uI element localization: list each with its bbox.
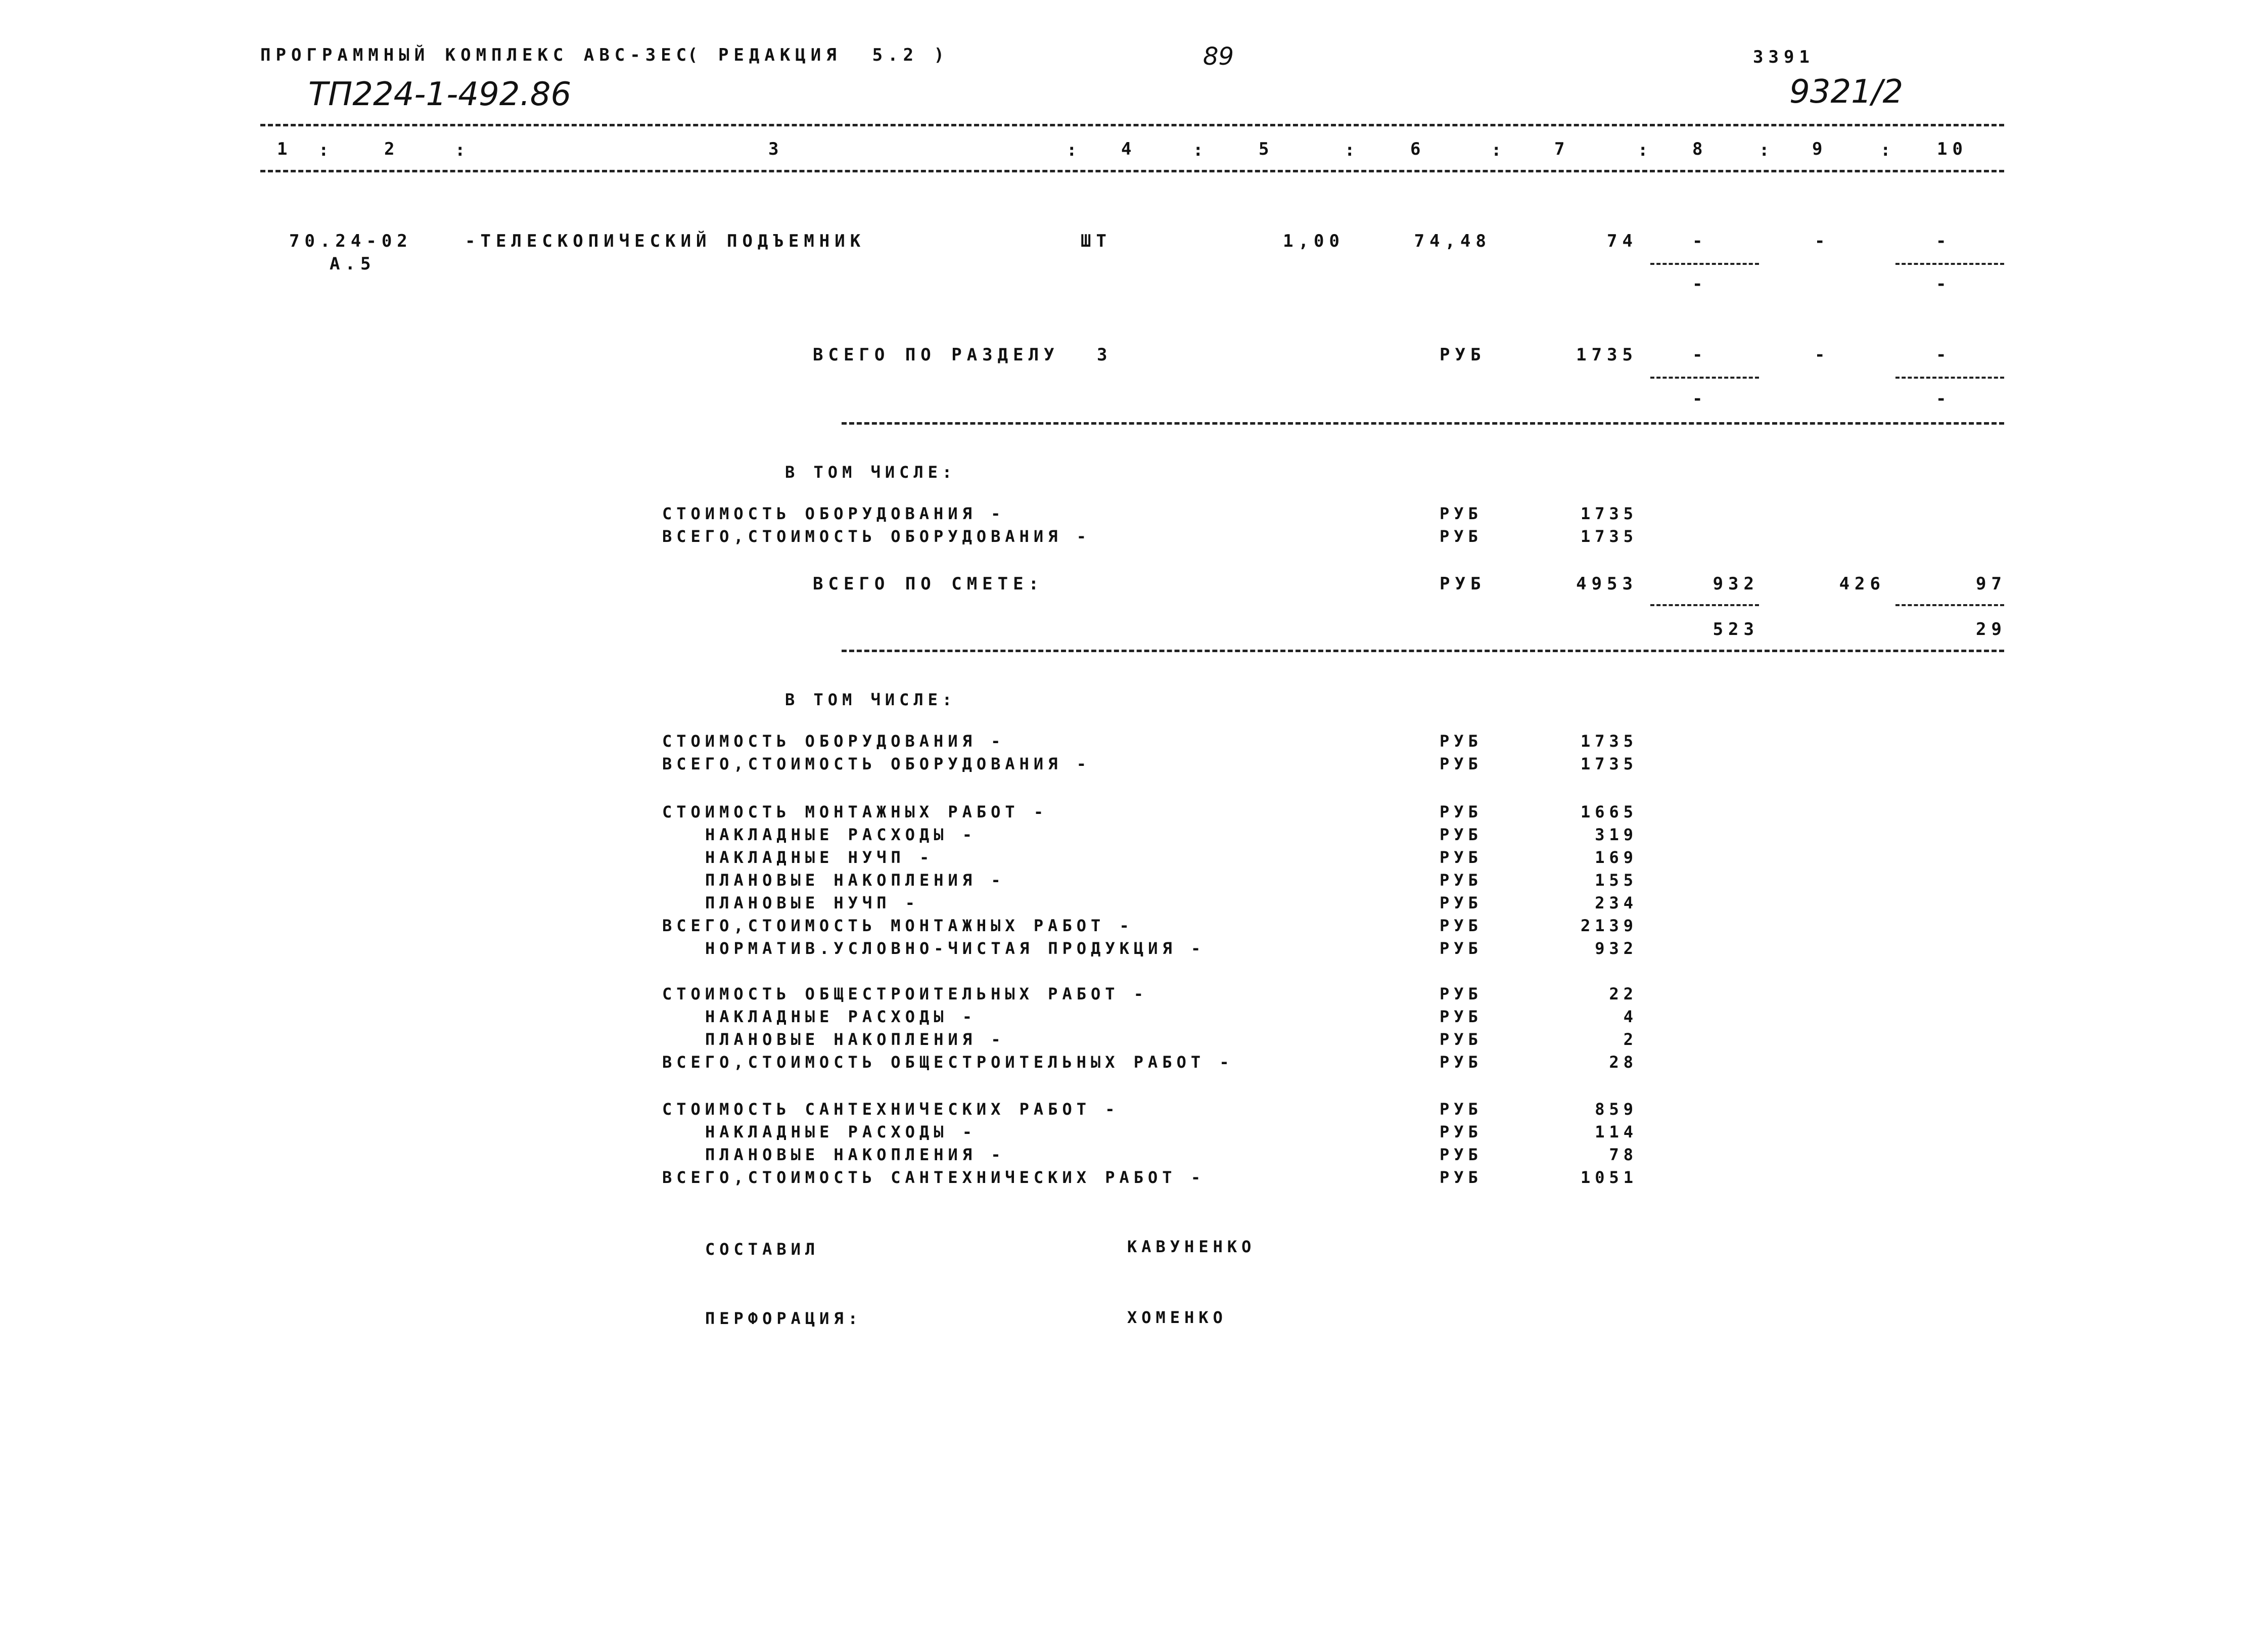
breakdown-value: 4 [1623,1007,1638,1026]
breakdown-unit: РУБ [1440,754,1483,773]
breakdown-unit: РУБ [1440,1145,1483,1164]
item-unit: ШТ [1081,231,1112,251]
col-separator: : [1067,140,1082,160]
breakdown-value: 1735 [1580,732,1638,751]
program-title: ПРОГРАММНЫЙ КОМПЛЕКС АВС-ЗЕС [260,45,692,65]
breakdown-label: ВСЕГО,СТОИМОСТЬ ОБЩЕСТРОИТЕЛЬНЫХ РАБОТ - [662,1053,1234,1072]
breakdown-unit: РУБ [1440,825,1483,844]
breakdown-label: СТОИМОСТЬ МОНТАЖНЫХ РАБОТ - [662,802,1048,822]
item-name: -ТЕЛЕСКОПИЧЕСКИЙ ПОДЪЕМНИК [465,231,866,251]
breakdown-value: 155 [1595,871,1638,890]
header-rule-bottom [260,170,2004,172]
breakdown-unit: РУБ [1440,848,1483,867]
perforation-name: ХОМЕНКО [1127,1308,1227,1327]
estimate-total-label: ВСЕГО ПО СМЕТЕ: [813,574,1044,594]
item-price: 74,48 [1414,231,1491,251]
breakdown-label: НАКЛАДНЫЕ РАСХОДЫ - [705,825,977,844]
col-4-header: 4 [1121,139,1137,159]
breakdown-label: ВСЕГО,СТОИМОСТЬ САНТЕХНИЧЕСКИХ РАБОТ - [662,1168,1206,1187]
section-col8-top: - [1692,345,1708,365]
col-1-header: 1 [277,139,293,159]
col-5-header: 5 [1259,139,1274,159]
breakdown-value: 2 [1623,1030,1638,1049]
breakdown-unit: РУБ [1440,939,1483,958]
breakdown-label: НАКЛАДНЫЕ РАСХОДЫ - [705,1122,977,1142]
estimate-col8-bottom: 523 [1712,619,1759,640]
item-code: 70.24-02 [289,231,412,251]
breakdown-label: ПЛАНОВЫЕ НАКОПЛЕНИЯ - [705,871,1005,890]
item-col10-bottom: - [1936,274,1952,294]
col-8-header: 8 [1692,139,1708,159]
breakdown-unit: РУБ [1440,802,1483,822]
item-col9: - [1815,231,1830,251]
breakdown-unit: РУБ [1440,871,1483,890]
item-col10-top: - [1936,231,1952,251]
breakdown-unit: РУБ [1440,1053,1483,1072]
breakdown-value: 1051 [1580,1168,1638,1187]
breakdown-unit: РУБ [1440,1168,1483,1187]
col-separator: : [318,140,334,160]
col-separator: : [1880,140,1896,160]
col-separator: : [1491,140,1507,160]
in-total-label-1: В ТОМ ЧИСЛЕ: [785,463,957,482]
breakdown-value: 234 [1595,893,1638,913]
estimate-rule [842,650,2004,652]
estimate-col10-bottom: 29 [1976,619,2007,640]
col-6-header: 6 [1410,139,1426,159]
breakdown-label: ВСЕГО,СТОИМОСТЬ МОНТАЖНЫХ РАБОТ - [662,916,1134,935]
breakdown-value: 1735 [1580,504,1638,523]
breakdown-label: ВСЕГО,СТОИМОСТЬ ОБОРУДОВАНИЯ - [662,754,1091,773]
breakdown-label: СТОИМОСТЬ ОБЩЕСТРОИТЕЛЬНЫХ РАБОТ - [662,984,1148,1004]
col-2-header: 2 [384,139,400,159]
estimate-col10-divider [1895,604,2004,606]
breakdown-label: СТОИМОСТЬ ОБОРУДОВАНИЯ - [662,732,1005,751]
section-col8-divider [1650,377,1759,379]
col-separator: : [455,140,471,160]
breakdown-label: ПЛАНОВЫЕ НУЧП - [705,893,919,913]
breakdown-unit: РУБ [1440,984,1483,1004]
breakdown-label: ПЛАНОВЫЕ НАКОПЛЕНИЯ - [705,1030,1005,1049]
project-number: ТП224-1-492.86 [308,76,572,113]
breakdown-unit: РУБ [1440,527,1483,546]
breakdown-value: 1735 [1580,527,1638,546]
col-separator: : [1759,140,1775,160]
breakdown-value: 169 [1595,848,1638,867]
compiled-by-label: СОСТАВИЛ [705,1240,820,1259]
sheet-number: 9321/2 [1789,73,1904,111]
breakdown-unit: РУБ [1440,732,1483,751]
item-col10-divider [1895,263,2004,265]
section-col9: - [1815,345,1830,365]
page-number: 89 [1203,42,1234,71]
breakdown-label: НАКЛАДНЫЕ РАСХОДЫ - [705,1007,977,1026]
estimate-col8-divider [1650,604,1759,606]
breakdown-value: 78 [1609,1145,1638,1164]
estimate-col9: 426 [1839,574,1885,594]
breakdown-unit: РУБ [1440,504,1483,523]
breakdown-value: 932 [1595,939,1638,958]
col-separator: : [1193,140,1209,160]
edition-label: ( РЕДАКЦИЯ 5.2 ) [687,45,949,65]
breakdown-unit: РУБ [1440,1100,1483,1119]
breakdown-label: ПЛАНОВЫЕ НАКОПЛЕНИЯ - [705,1145,1005,1164]
estimate-col10-top: 97 [1976,574,2007,594]
section-rule [842,422,2004,425]
item-total: 74 [1607,231,1638,251]
compiled-by-name: КАВУНЕНКО [1127,1237,1256,1256]
col-10-header: 10 [1937,139,1968,159]
item-qty: 1,00 [1283,231,1345,251]
section-number: 3 [1097,345,1113,365]
section-total-label: ВСЕГО ПО РАЗДЕЛУ [813,345,1059,365]
item-code-2: А.5 [330,254,376,274]
section-col10-bottom: - [1936,389,1952,409]
in-total-label-2: В ТОМ ЧИСЛЕ: [785,690,957,709]
section-total-value: 1735 [1576,345,1638,365]
perforation-label: ПЕРФОРАЦИЯ: [705,1309,862,1328]
breakdown-label: ВСЕГО,СТОИМОСТЬ ОБОРУДОВАНИЯ - [662,527,1091,546]
breakdown-unit: РУБ [1440,893,1483,913]
col-9-header: 9 [1812,139,1828,159]
breakdown-label: НАКЛАДНЫЕ НУЧП - [705,848,934,867]
estimate-total-value: 4953 [1576,574,1638,594]
col-3-header: 3 [768,139,784,159]
breakdown-value: 319 [1595,825,1638,844]
breakdown-label: НОРМАТИВ.УСЛОВНО-ЧИСТАЯ ПРОДУКЦИЯ - [705,939,1206,958]
breakdown-value: 1665 [1580,802,1638,822]
breakdown-value: 28 [1609,1053,1638,1072]
breakdown-value: 1735 [1580,754,1638,773]
estimate-total-unit: РУБ [1440,574,1486,594]
section-col10-top: - [1936,345,1952,365]
breakdown-value: 22 [1609,984,1638,1004]
breakdown-value: 2139 [1580,916,1638,935]
breakdown-value: 859 [1595,1100,1638,1119]
breakdown-label: СТОИМОСТЬ ОБОРУДОВАНИЯ - [662,504,1005,523]
breakdown-unit: РУБ [1440,916,1483,935]
col-separator: : [1345,140,1360,160]
estimate-col8-top: 932 [1712,574,1759,594]
document-code: 3391 [1753,47,1815,67]
item-col8-bottom: - [1692,274,1708,294]
section-col10-divider [1895,377,2004,379]
breakdown-unit: РУБ [1440,1122,1483,1142]
breakdown-label: СТОИМОСТЬ САНТЕХНИЧЕСКИХ РАБОТ - [662,1100,1120,1119]
header-rule-top [260,124,2004,126]
section-col8-bottom: - [1692,389,1708,409]
col-7-header: 7 [1554,139,1570,159]
item-col8-top: - [1692,231,1708,251]
breakdown-unit: РУБ [1440,1007,1483,1026]
item-col8-divider [1650,263,1759,265]
section-total-unit: РУБ [1440,345,1486,365]
breakdown-unit: РУБ [1440,1030,1483,1049]
breakdown-value: 114 [1595,1122,1638,1142]
col-separator: : [1638,140,1653,160]
